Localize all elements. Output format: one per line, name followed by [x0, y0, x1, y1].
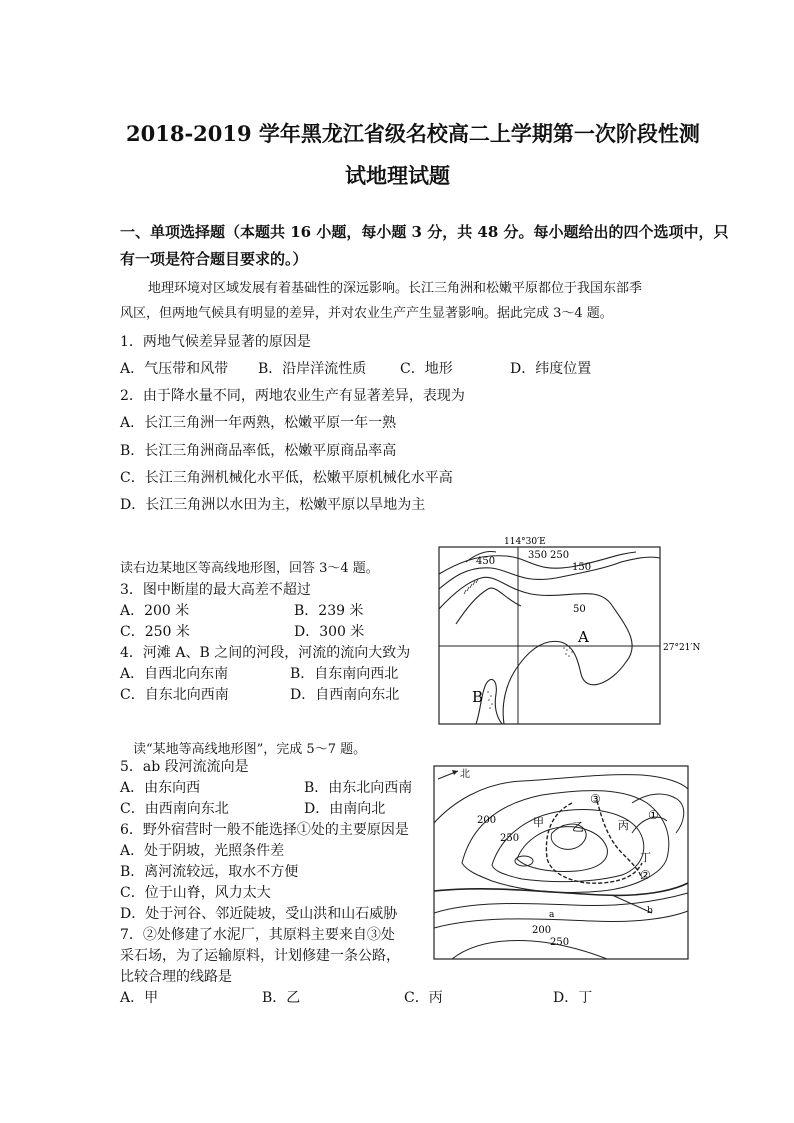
map2-point-1: ①	[648, 808, 659, 822]
map2-river-b: b	[647, 906, 653, 916]
q4-option-d: D．自西南向东北	[290, 687, 400, 703]
q3-option-d: D．300 米	[294, 624, 365, 640]
map2-contours	[434, 775, 688, 959]
q2-option-a: A．长江三角洲一年两熟，松嫩平原一年一熟	[120, 415, 397, 431]
q7-option-a: A．甲	[120, 990, 159, 1006]
q7-stem-line2: 采石场，为了运输原料，计划修建一条公路，	[120, 948, 400, 964]
map1-label-a: A	[578, 628, 589, 646]
map2-point-2: ②	[640, 868, 651, 882]
q6-option-a: A．处于阴坡，光照条件差	[120, 843, 285, 859]
q1-option-a: A．气压带和风带	[120, 361, 229, 377]
q7-stem-line3: 比较合理的线路是	[120, 969, 232, 985]
q2-stem: 2．由于降水量不同，两地农业生产有显著差异，表现为	[120, 388, 465, 404]
map1-riverbank-b	[487, 691, 493, 709]
q2-option-c: C．长江三角洲机械化水平低，松嫩平原机械化水平高	[120, 470, 453, 486]
map2-label-jia: 甲	[533, 816, 544, 829]
q1-option-d: D．纬度位置	[510, 361, 592, 377]
section-heading-line1: 一、单项选择题（本题共 16 小题，每小题 3 分，共 48 分。每小题给出的四个选项中，只	[120, 223, 729, 241]
q4-option-b: B．自东南向西北	[290, 666, 399, 682]
q1-option-b: B．沿岸洋流性质	[258, 361, 367, 377]
contour-map-2	[432, 763, 690, 963]
q7-option-c: C．丙	[404, 990, 443, 1006]
q3-option-a: A．200 米	[120, 603, 190, 619]
map2-point-3: ③	[590, 792, 601, 806]
page-title-line2: 试地理试题	[345, 163, 450, 188]
map2-contour-250b: 250	[550, 937, 570, 948]
q4-option-c: C．自东北向西南	[120, 687, 229, 703]
q5-stem: 5．ab 段河流流向是	[120, 759, 249, 775]
map1-contour-450: 450	[476, 556, 496, 567]
map2-river	[434, 883, 688, 895]
reading-prompt-1: 读右边某地区等高线地形图，回答 3～4 题。	[120, 561, 379, 576]
q3-option-b: B．239 米	[294, 603, 364, 619]
map2-river-a: a	[549, 910, 555, 920]
map1-contour-150: 150	[572, 562, 592, 573]
map2-label-bing: 丙	[618, 819, 629, 832]
map1-contour-250: 250	[550, 550, 570, 561]
intro-line1: 地理环境对区域发展有着基础性的深远影响。长江三角洲和松嫩平原都位于我国东部季	[148, 281, 643, 296]
q5-option-d: D．由南向北	[304, 801, 386, 817]
map2-contour-200b: 200	[532, 925, 552, 936]
page-title-line1: 2018-2019 学年黑龙江省级名校高二上学期第一次阶段性测	[126, 121, 700, 146]
q2-option-b: B．长江三角洲商品率低，松嫩平原商品率高	[120, 443, 397, 459]
q6-option-c: C．位于山脊，风力太大	[120, 885, 271, 901]
q5-option-a: A．由东向西	[120, 780, 201, 796]
q3-stem: 3．图中断崖的最大高差不超过	[120, 582, 311, 598]
q1-stem: 1．两地气候差异显著的原因是	[120, 334, 311, 350]
north-label: 北	[460, 769, 470, 780]
q7-option-b: B．乙	[262, 990, 301, 1006]
map1-label-b: B	[472, 688, 484, 706]
q5-option-b: B．由东北向西南	[304, 780, 413, 796]
map1-contour-50: 50	[573, 604, 586, 615]
q6-option-b: B．离河流较远，取水不方便	[120, 864, 299, 880]
q2-option-d: D．长江三角洲以水田为主，松嫩平原以旱地为主	[120, 497, 426, 513]
q3-option-c: C．250 米	[120, 624, 190, 640]
north-arrow	[438, 768, 470, 780]
intro-line2: 风区，但两地气候具有明显的差异，并对农业生产产生显著影响。据此完成 3～4 题。	[120, 306, 613, 321]
map1-contour-350: 350	[528, 550, 548, 561]
q7-stem-line1: 7．②处修建了水泥厂，其原料主要来自③处	[120, 927, 395, 943]
section-heading-line2: 有一项是符合题目要求的。）	[120, 250, 308, 268]
q1-option-c: C．地形	[400, 361, 453, 377]
q4-stem: 4．河滩 A、B 之间的河段，河流的流向大致为	[120, 645, 411, 661]
map2-river-pointer	[612, 895, 652, 913]
q5-option-c: C．由西南向东北	[120, 801, 229, 817]
map1-cliff	[464, 579, 478, 594]
q6-option-d: D．处于河谷、邻近陡坡，受山洪和山石威胁	[120, 906, 398, 922]
map1-lat-label: 27°21′N	[663, 643, 701, 653]
map2-roads	[546, 801, 642, 883]
reading-prompt-2: 读“某地等高线地形图”，完成 5～7 题。	[133, 742, 367, 757]
map2-contour-250a: 250	[500, 833, 520, 844]
q7-option-d: D．丁	[553, 990, 593, 1006]
contour-map-1	[436, 534, 711, 726]
q4-option-a: A．自西北向东南	[120, 666, 229, 682]
map2-contour-200a: 200	[477, 815, 497, 826]
map2-label-ding: 丁	[640, 851, 651, 864]
q6-stem: 6．野外宿营时一般不能选择①处的主要原因是	[120, 822, 409, 838]
map2-label-yi: 乙	[572, 820, 585, 834]
map1-lon-label: 114°30′E	[504, 537, 546, 547]
